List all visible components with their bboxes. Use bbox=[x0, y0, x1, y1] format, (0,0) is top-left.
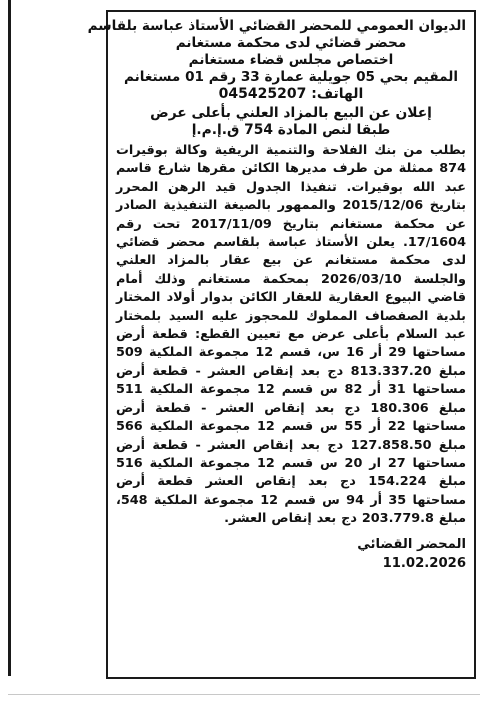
office-name: الديوان العمومي للمحضر القضائي الأستاذ عباسة بلقاسم bbox=[87, 18, 466, 34]
notice-header bbox=[87, 18, 466, 103]
bailiff-title: محضر قضائي لدى محكمة مستغانم bbox=[175, 35, 407, 51]
notice-body: بطلب من بنك الفلاحة والتنمية الريفية وكالة بوقيرات 874 ممثلة من طرف مديرها الكائن مقرها شارع قاسم عبد الله بوقيرات. تنفيذا الجدول قيد الرهن المحرر بتاريخ 2015/12/06 والممهور بالصيغة التنفيذية الصادر عن محكمة مستغانم بتاريخ 2017/11/09 تحت رقم 17/1604. يعلن الأستاذ عباسة بلقاسم محضر قضائي لدى محكمة مستغانم عن بيع عقار بالمزاد العلني والجلسة 2026/03/10 بمحكمة مستغانم وذلك أمام قاضي البيوع العقارية للعقار الكائن بدوار أولاد المختار بلدية الصفصاف المملوك للمحجوز عليه السيد بلمختار عبد السلام بأعلى عرض مع تعيين القطع: قطعة أرض مساحتها 29 أر 16 س، قسم 12 مجموعة الملكية 509 مبلغ 813.337.20 دج بعد إنقاص العشر - قطعة أرض مساحتها 31 أر 82 س قسم 12 مجموعة الملكية 511 مبلغ 180.306 دج بعد إنقاص العشر - قطعة أرض مساحتها 22 أر 55 س قسم 12 مجموعة الملكية 566 مبلغ 127.858.50 دج بعد إنقاص العشر - قطعة أرض مساحتها 27 ار 20 س قسم 12 مجموعة الملكية 516 مبلغ 154.224 دج بعد إنقاص العشر قطعة أرض مساحتها 35 أر 94 س قسم 12 مجموعة الملكية 548، مبلغ 203.779.8 دج بعد إنقاص العشر. bbox=[116, 143, 466, 527]
jurisdiction: اختصاص مجلس قضاء مستغانم bbox=[188, 52, 394, 68]
legal-notice-box bbox=[87, 10, 476, 679]
notice-footer bbox=[116, 535, 466, 573]
office-address: المقيم بحي 05 جويلية عمارة 33 رقم 01 مستغانم bbox=[123, 69, 459, 85]
auction-title: إعلان عن البيع بالمزاد العلني بأعلى عرض bbox=[150, 105, 432, 121]
notice-title bbox=[116, 105, 466, 139]
notice-date: 11.02.2026 bbox=[382, 555, 466, 571]
bottom-divider-rule bbox=[8, 694, 480, 695]
legal-article: طبقا لنص المادة 754 ق.إ.م.إ bbox=[191, 122, 391, 138]
column-divider-rule bbox=[8, 0, 11, 676]
signature-label: المحضر القضائي bbox=[357, 536, 466, 552]
office-phone: الهاتف: 045425207 bbox=[218, 86, 364, 102]
